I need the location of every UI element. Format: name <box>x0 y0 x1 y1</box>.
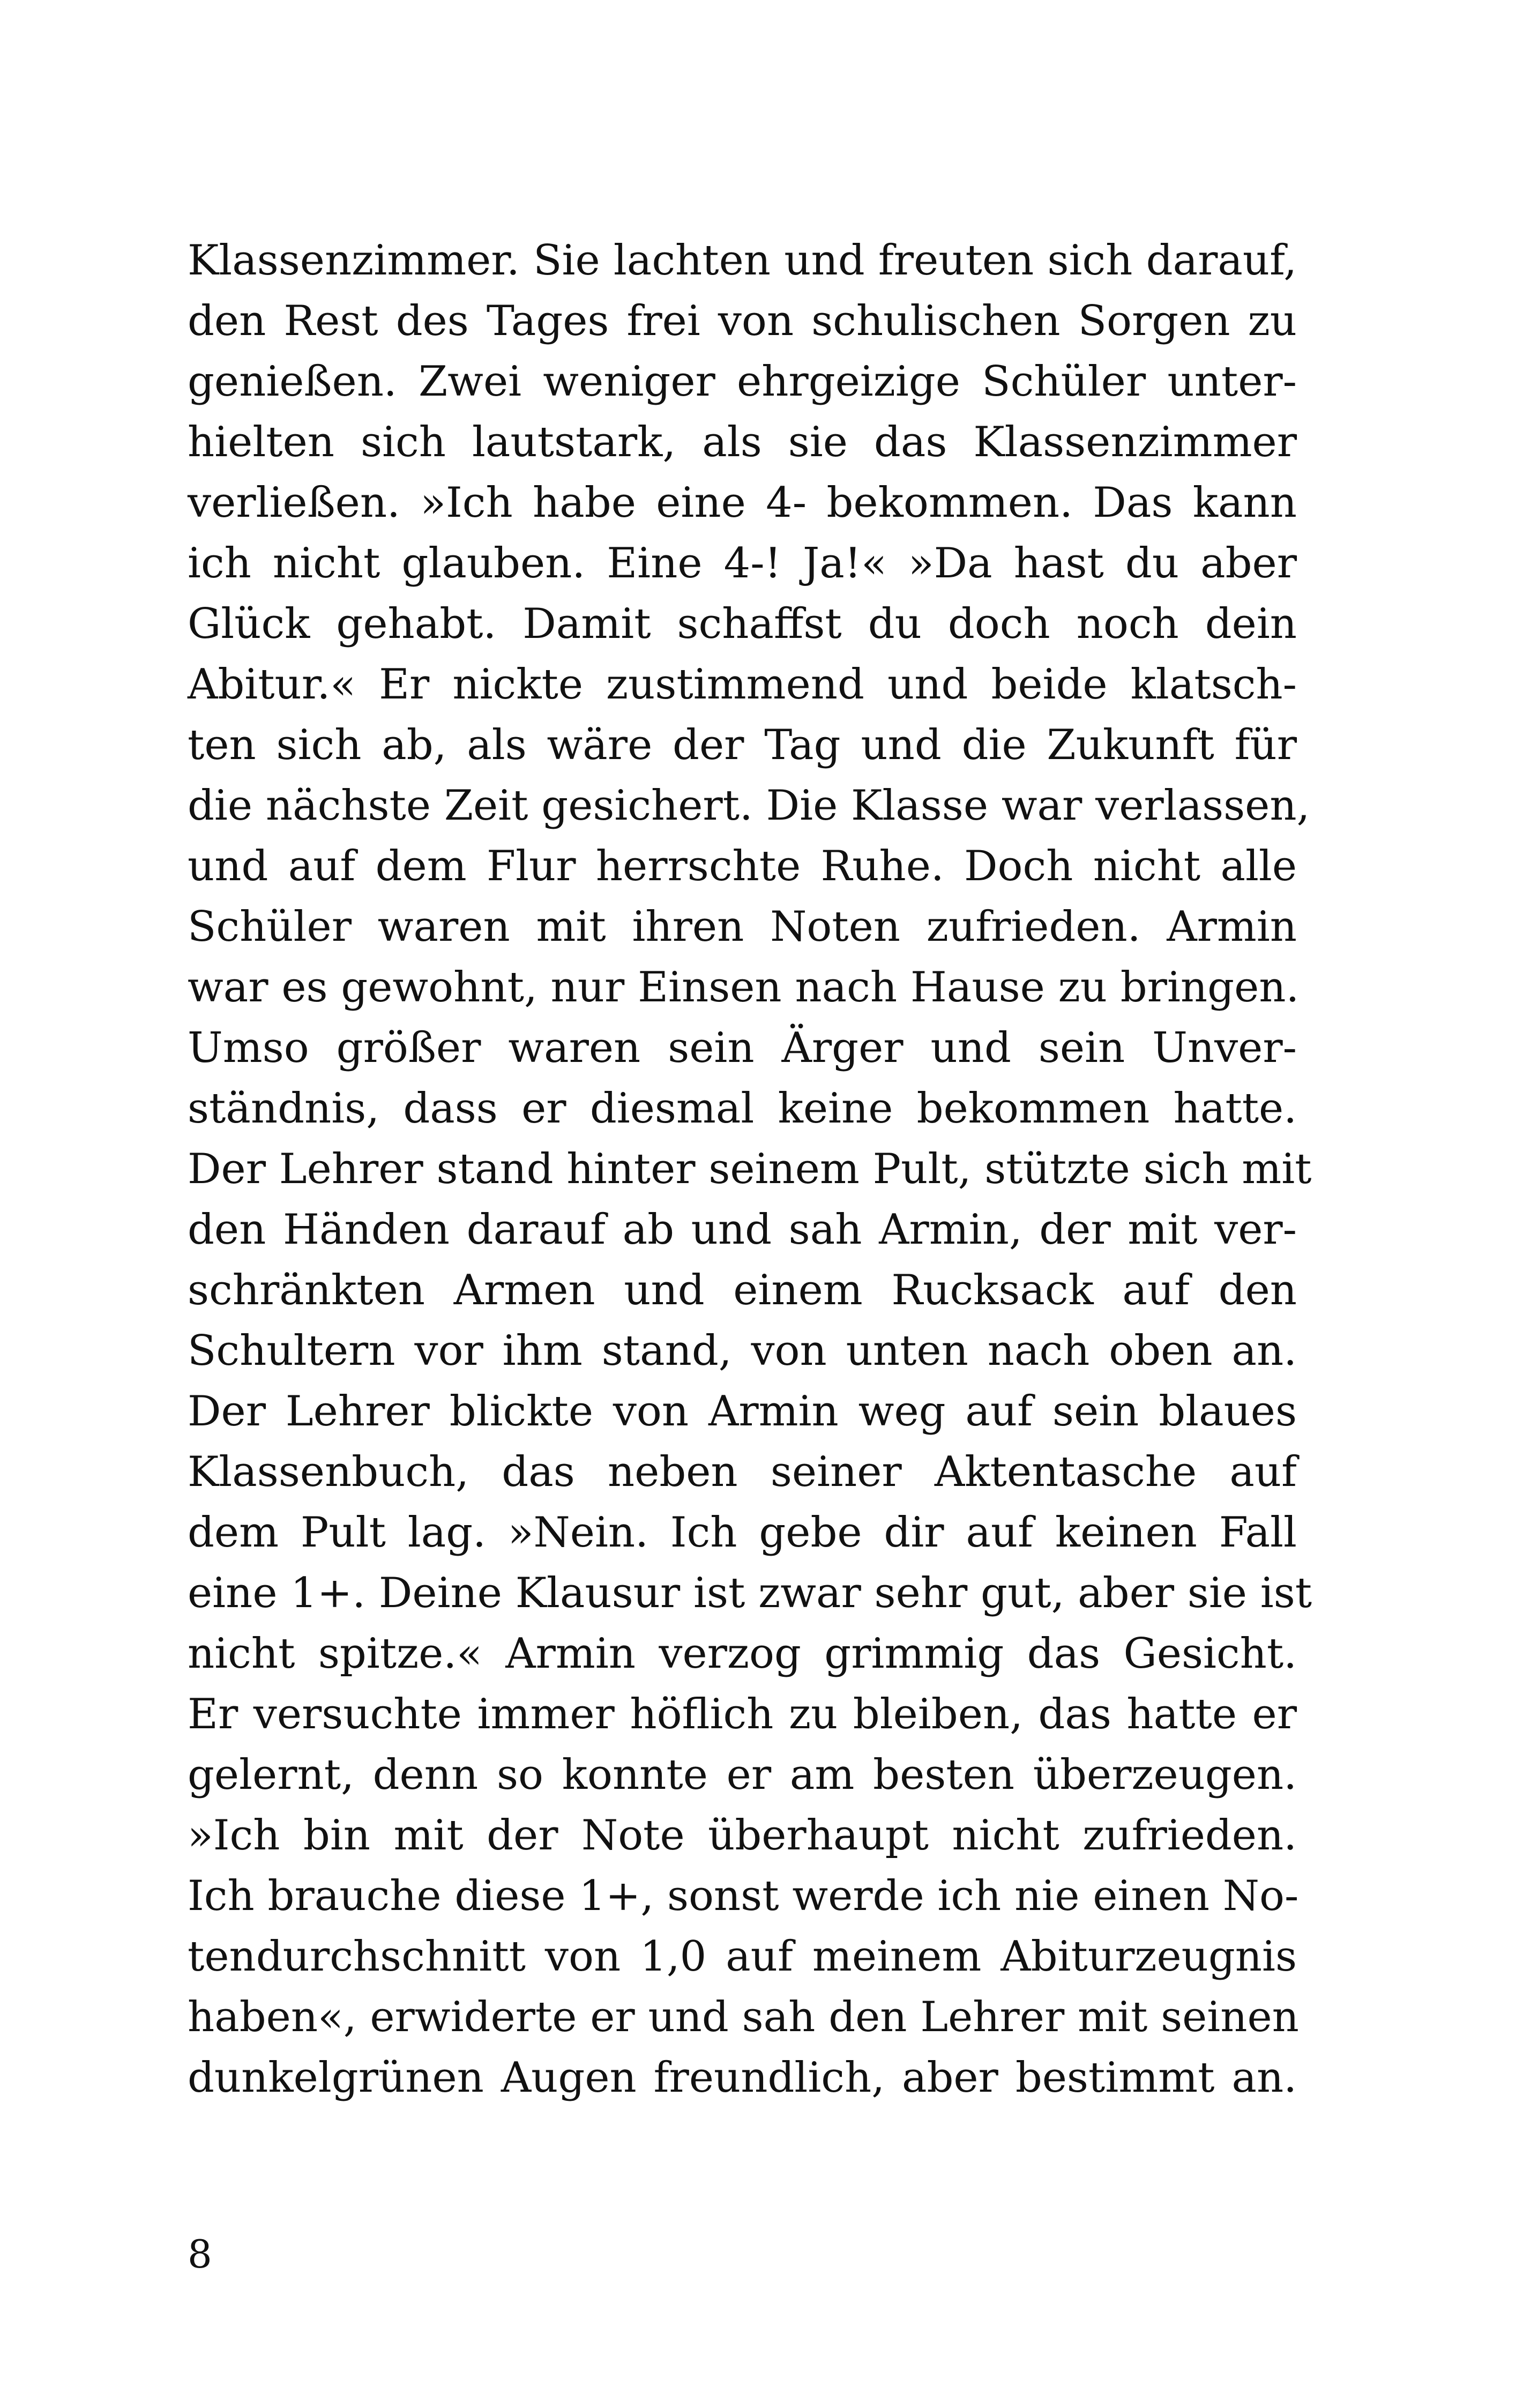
text-line: Abitur.« Er nickte zustimmend und beide klatsch- <box>188 660 1297 709</box>
text-line: schränkten Armen und einem Rucksack auf den <box>188 1266 1297 1314</box>
text-line: den Händen darauf ab und sah Armin, der mit ver- <box>188 1206 1297 1254</box>
text-line: war es gewohnt, nur Einsen nach Hause zu bringen. <box>188 963 1300 1012</box>
text-line: tendurchschnitt von 1,0 auf meinem Abiturzeugnis <box>188 1933 1297 1981</box>
text-line: gelernt, denn so konnte er am besten überzeugen. <box>188 1751 1297 1799</box>
text-line: Ich brauche diese 1+, sonst werde ich nie einen No- <box>188 1872 1299 1920</box>
text-line: Der Lehrer blickte von Armin weg auf sein blaues <box>188 1387 1297 1436</box>
text-line: die nächste Zeit gesichert. Die Klasse war verlassen, <box>188 782 1310 830</box>
text-line: Er versuchte immer höflich zu bleiben, das hatte er <box>188 1690 1297 1738</box>
text-line: Klassenbuch, das neben seiner Aktentasche auf <box>188 1448 1297 1496</box>
text-line: Klassenzimmer. Sie lachten und freuten sich darauf, <box>188 236 1297 285</box>
text-line: Schüler waren mit ihren Noten zufrieden. Armin <box>188 903 1297 951</box>
text-line: Der Lehrer stand hinter seinem Pult, stützte sich mit <box>188 1145 1312 1193</box>
page-number: 8 <box>188 2232 212 2277</box>
text-line: hielten sich lautstark, als sie das Klassenzimmer <box>188 418 1297 466</box>
text-line: den Rest des Tages frei von schulischen Sorgen zu <box>188 297 1297 345</box>
text-line: Glück gehabt. Damit schaffst du doch noch dein <box>188 600 1297 648</box>
text-line: »Ich bin mit der Note überhaupt nicht zufrieden. <box>188 1811 1297 1860</box>
text-line: ständnis, dass er diesmal keine bekommen hatte. <box>188 1084 1297 1133</box>
text-line: verließen. »Ich habe eine 4- bekommen. Das kann <box>188 479 1297 527</box>
text-line: eine 1+. Deine Klausur ist zwar sehr gut, aber sie ist <box>188 1569 1312 1617</box>
text-line: haben«, erwiderte er und sah den Lehrer mit seinen <box>188 1993 1299 2041</box>
text-line: Umso größer waren sein Ärger und sein Unver- <box>188 1024 1297 1072</box>
text-line: dunkelgrünen Augen freundlich, aber bestimmt an. <box>188 2054 1297 2102</box>
text-line: ich nicht glauben. Eine 4-! Ja!« »Da hast du aber <box>188 539 1297 588</box>
text-line: genießen. Zwei weniger ehrgeizige Schüler unter- <box>188 358 1297 406</box>
text-line: Schultern vor ihm stand, von unten nach oben an. <box>188 1327 1297 1375</box>
text-line: dem Pult lag. »Nein. Ich gebe dir auf keinen Fall <box>188 1508 1297 1557</box>
body-text <box>188 231 1312 2108</box>
text-line: nicht spitze.« Armin verzog grimmig das Gesicht. <box>188 1630 1297 1678</box>
text-line: ten sich ab, als wäre der Tag und die Zukunft für <box>188 721 1297 769</box>
text-line: und auf dem Flur herrschte Ruhe. Doch nicht alle <box>188 842 1297 890</box>
